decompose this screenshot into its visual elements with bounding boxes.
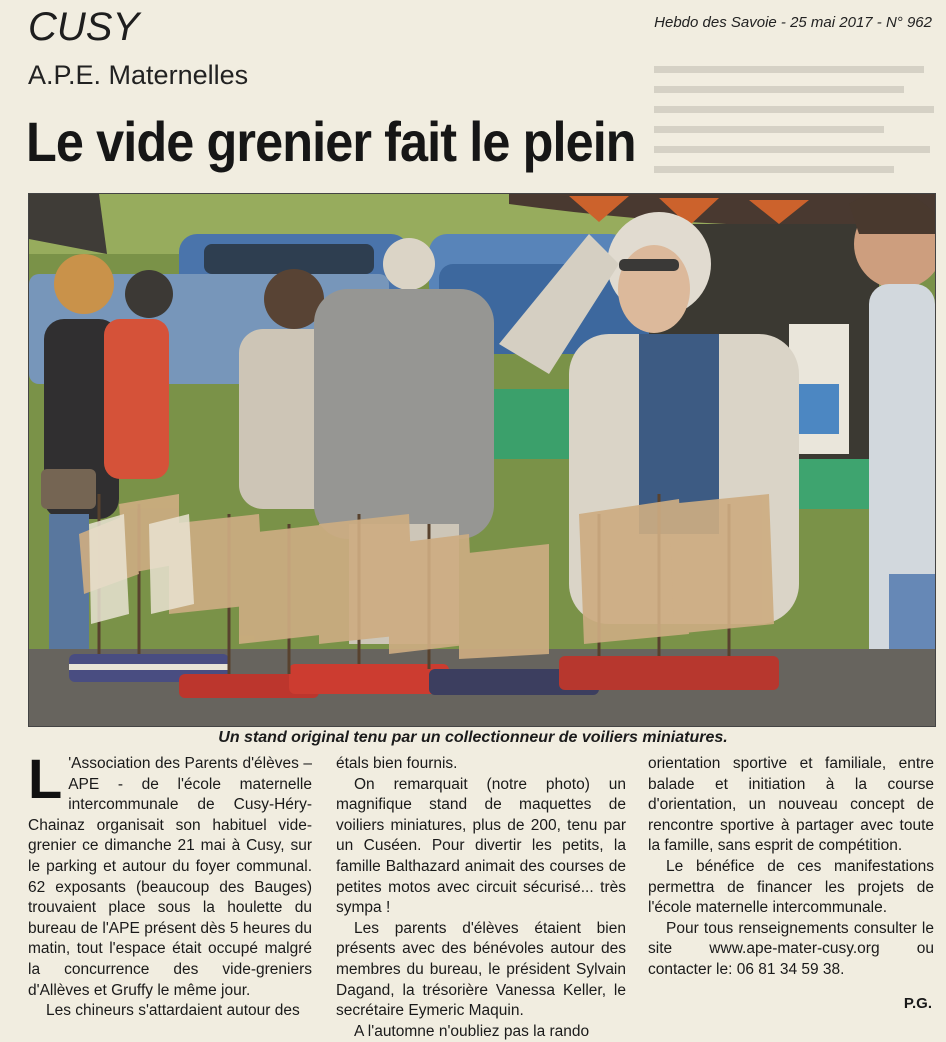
paragraph: Les parents d'élèves étaient bien présents avec des bénévoles autour des membres du bureau, le président Sylvain Dagand, la trésorière Vanessa Keller, le secrétaire Eymeric Maquin. bbox=[336, 919, 626, 1020]
drop-cap: L bbox=[28, 747, 63, 810]
article-column-3 bbox=[648, 754, 934, 981]
paragraph: Pour tous renseignements consulter le site www.ape-mater-cusy.org ou contacter le: 06 81 34 59 38. bbox=[648, 919, 934, 978]
bleed-through-texture bbox=[654, 60, 940, 185]
paragraph bbox=[28, 747, 312, 1001]
headline: Le vide grenier fait le plein bbox=[26, 110, 636, 173]
author-signature: P.G. bbox=[903, 995, 932, 1012]
bleed-through-lines bbox=[654, 60, 940, 185]
paragraph: Les chineurs s'attardaient autour des bbox=[46, 1002, 300, 1020]
paragraph: étals bien fournis. bbox=[336, 755, 458, 772]
town-name: CUSY bbox=[28, 5, 140, 49]
paragraph: orientation sportive et familiale, entre balade et initiation à la course d'orientation, un nouveau concept de rencontre sportive à partager avec toute la famille, sans esprit de compétition. bbox=[648, 755, 934, 855]
photo-caption: Un stand original tenu par un collectionneur de voiliers miniatures. bbox=[218, 729, 728, 746]
paragraph-text: 'Association des Parents d'élèves –APE - de l'école maternelle intercommunale de Cusy-Héry-Chainaz organisait son habituel vide-grenier ce dimanche 21 mai à Cusy, sur le parking et autour du foyer communal. 62 exposants (beaucoup des Bauges) trouvaient place sous la houlette du bureau de l'APE présent dès 5 heures du matin, tout l'espace était occupé malgré la concurrence des vide-greniers d'Allèves et Gruffy le même jour. bbox=[28, 755, 312, 999]
paragraph: A l'automne n'oubliez pas la rando bbox=[354, 1022, 590, 1040]
paragraph: On remarquait (notre photo) un magnifique stand de maquettes de voiliers miniatures, plus de 200, tenu par un Cuséen. Pour divertir les petits, la famille Balthazard animait des courses de petites motos avec circuit sécurisé... très sympa ! bbox=[336, 775, 626, 917]
section-title: A.P.E. Maternelles bbox=[28, 60, 249, 90]
article-column-2 bbox=[336, 754, 626, 1042]
article-column-1 bbox=[28, 747, 312, 1022]
publication-source: Hebdo des Savoie - 25 mai 2017 - N° 962 bbox=[654, 14, 932, 31]
article-photo bbox=[28, 193, 936, 727]
flea-market-photo-illustration bbox=[29, 194, 935, 726]
paragraph: Le bénéfice de ces manifestations permettra de financer les projets de l'école maternelle intercommunale. bbox=[648, 857, 934, 917]
